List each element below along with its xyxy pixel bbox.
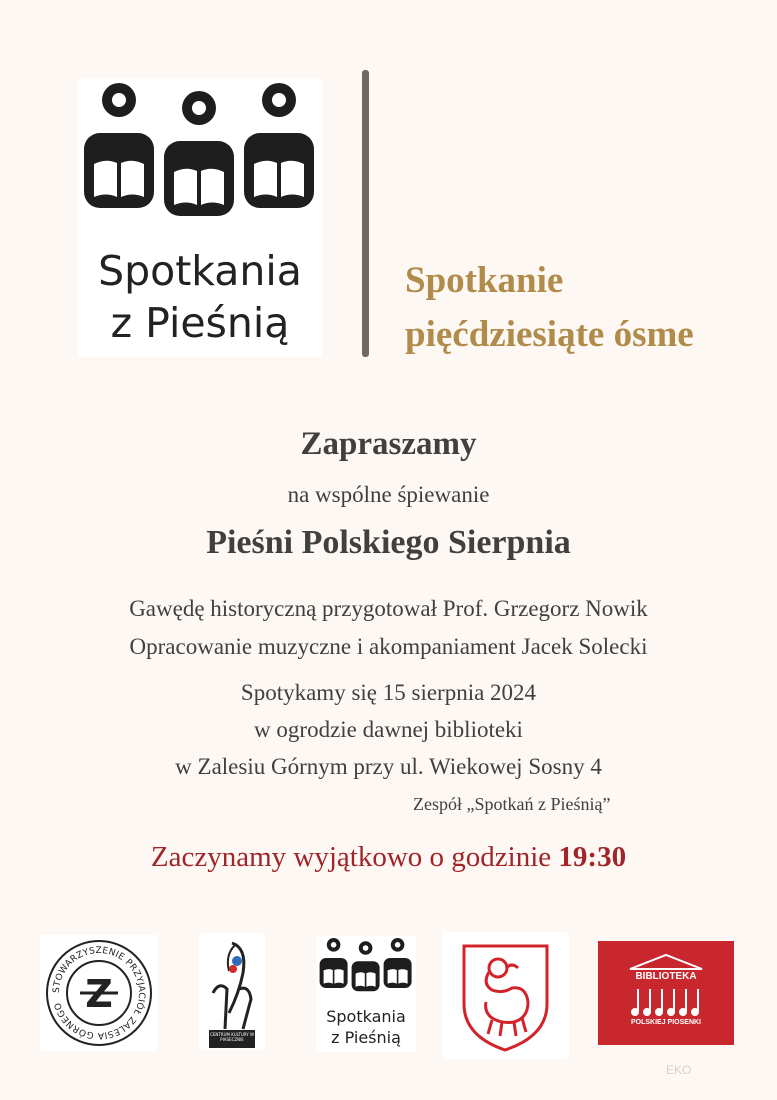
culture-center-text: CENTRUM KULTURY W PIASECZNIE (210, 1032, 254, 1042)
details-date: Spotykamy się 15 sierpnia 2024 (240, 680, 537, 705)
singers-small-icon (316, 936, 416, 996)
small-logo-line1: Spotkania (326, 1007, 406, 1026)
signature: Zespół „Spotkań z Pieśnią” (413, 794, 611, 814)
divider (362, 70, 369, 357)
event-title: Pieśni Polskiego Sierpnia (206, 524, 571, 561)
society-emblem-icon (40, 935, 158, 1051)
svg-text:Z: Z (85, 972, 113, 1016)
spotkania-small-logo (316, 936, 416, 1052)
culture-center-logo (199, 933, 265, 1050)
details-address: w Zalesiu Górnym przy ul. Wiekowej Sosny 4 (175, 754, 602, 779)
ram-crest-icon (442, 932, 569, 1059)
library-building-icon (598, 941, 734, 1045)
small-logo-line2: z Pieśnią (331, 1028, 401, 1047)
invite-subheading: na wspólne śpiewanie (287, 482, 490, 507)
start-time-prefix: Zaczynamy wyjątkowo o godzinie (150, 841, 559, 873)
meeting-number: pięćdziesiąte ósme (405, 314, 694, 355)
society-logo (40, 935, 158, 1051)
library-subtitle: POLSKIEJ PIOSENKI (630, 1019, 702, 1026)
invite-heading: Zapraszamy (300, 426, 477, 462)
start-time-line (0, 838, 777, 876)
logo-title-line2: z Pieśnią (110, 299, 290, 347)
municipality-crest (442, 932, 569, 1059)
credits-line-2: Opracowanie muzyczne i akompaniament Jacek Solecki (129, 634, 648, 659)
library-title: BIBLIOTEKA (635, 971, 697, 982)
footer-mark: EKO (666, 1063, 692, 1077)
start-time-value: 19:30 (558, 841, 627, 873)
singers-icon (78, 78, 322, 228)
meeting-label: Spotkanie (405, 260, 564, 301)
details-place: w ogrodzie dawnej biblioteki (254, 717, 523, 742)
logo-title-line1: Spotkania (98, 247, 302, 295)
spotkania-logo (78, 78, 322, 357)
library-logo (598, 941, 734, 1045)
credits-line-1: Gawędę historyczną przygotował Prof. Grzegorz Nowik (129, 596, 648, 621)
society-ring-text: STOWARZYSZENIE PRZYJACIÓŁ ZALESIA GÓRNEGO (51, 945, 147, 1041)
